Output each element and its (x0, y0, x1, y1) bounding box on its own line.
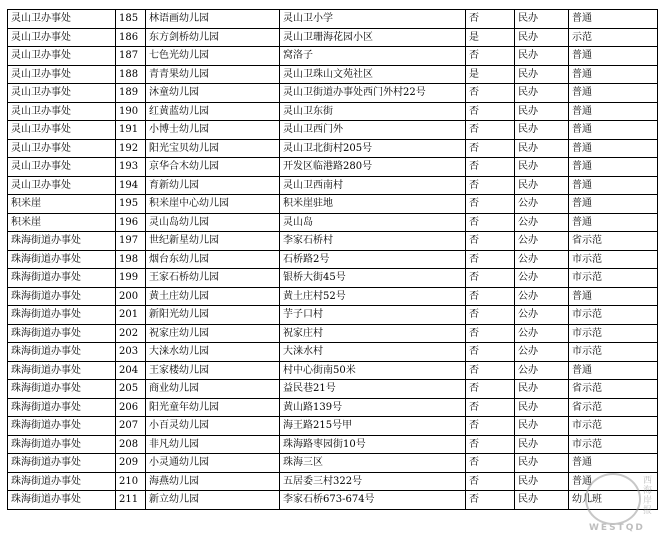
flag-cell: 否 (466, 417, 515, 436)
table-row (8, 398, 658, 417)
type-cell: 公办 (515, 324, 569, 343)
address-cell: 灵山岛 (280, 213, 466, 232)
flag-cell: 否 (466, 47, 515, 66)
address-cell: 银桥大街45号 (280, 269, 466, 288)
name-cell: 非凡幼儿园 (146, 435, 280, 454)
address-cell: 灵山卫西南村 (280, 176, 466, 195)
watermark-brand: WESTQD (589, 523, 645, 533)
type-cell: 民办 (515, 435, 569, 454)
index-cell: 186 (116, 28, 146, 47)
index-cell: 206 (116, 398, 146, 417)
district-cell: 珠海街道办事处 (8, 250, 116, 269)
flag-cell: 否 (466, 176, 515, 195)
level-cell: 普通 (569, 84, 658, 103)
name-cell: 东方剑桥幼儿园 (146, 28, 280, 47)
name-cell: 京华合木幼儿园 (146, 158, 280, 177)
table-row (8, 417, 658, 436)
type-cell: 民办 (515, 102, 569, 121)
address-cell: 开发区临港路280号 (280, 158, 466, 177)
type-cell: 公办 (515, 250, 569, 269)
table-row (8, 232, 658, 251)
district-cell: 灵山卫办事处 (8, 158, 116, 177)
address-cell: 村中心街南50米 (280, 361, 466, 380)
type-cell: 公办 (515, 232, 569, 251)
type-cell: 民办 (515, 121, 569, 140)
district-cell: 积米崖 (8, 213, 116, 232)
flag-cell: 否 (466, 232, 515, 251)
flag-cell: 否 (466, 287, 515, 306)
flag-cell: 否 (466, 121, 515, 140)
flag-cell: 是 (466, 65, 515, 84)
level-cell: 普通 (569, 10, 658, 29)
name-cell: 小灵通幼儿园 (146, 454, 280, 473)
type-cell: 民办 (515, 380, 569, 399)
name-cell: 海燕幼儿园 (146, 472, 280, 491)
name-cell: 王家楼幼儿园 (146, 361, 280, 380)
name-cell: 林语画幼儿园 (146, 10, 280, 29)
name-cell: 积米崖中心幼儿园 (146, 195, 280, 214)
table-row (8, 102, 658, 121)
flag-cell: 否 (466, 250, 515, 269)
index-cell: 192 (116, 139, 146, 158)
table-row (8, 47, 658, 66)
name-cell: 小百灵幼儿园 (146, 417, 280, 436)
district-cell: 珠海街道办事处 (8, 306, 116, 325)
name-cell: 烟台东幼儿园 (146, 250, 280, 269)
index-cell: 199 (116, 269, 146, 288)
name-cell: 黄土庄幼儿园 (146, 287, 280, 306)
level-cell: 市示范 (569, 250, 658, 269)
flag-cell: 否 (466, 269, 515, 288)
district-cell: 珠海街道办事处 (8, 361, 116, 380)
table-row (8, 213, 658, 232)
type-cell: 公办 (515, 195, 569, 214)
name-cell: 红黄蓝幼儿园 (146, 102, 280, 121)
name-cell: 沐童幼儿园 (146, 84, 280, 103)
type-cell: 公办 (515, 306, 569, 325)
type-cell: 民办 (515, 176, 569, 195)
index-cell: 193 (116, 158, 146, 177)
type-cell: 民办 (515, 139, 569, 158)
type-cell: 民办 (515, 28, 569, 47)
table-row (8, 84, 658, 103)
level-cell: 普通 (569, 139, 658, 158)
flag-cell: 否 (466, 213, 515, 232)
flag-cell: 否 (466, 102, 515, 121)
type-cell: 民办 (515, 491, 569, 510)
name-cell: 阳光宝贝幼儿园 (146, 139, 280, 158)
table-row (8, 472, 658, 491)
kindergarten-table (7, 9, 658, 510)
address-cell: 灵山卫北街村205号 (280, 139, 466, 158)
level-cell: 市示范 (569, 324, 658, 343)
name-cell: 阳光童年幼儿园 (146, 398, 280, 417)
index-cell: 207 (116, 417, 146, 436)
level-cell: 市示范 (569, 306, 658, 325)
flag-cell: 否 (466, 472, 515, 491)
flag-cell: 否 (466, 324, 515, 343)
flag-cell: 否 (466, 139, 515, 158)
address-cell: 窝洛子 (280, 47, 466, 66)
name-cell: 祝家庄幼儿园 (146, 324, 280, 343)
type-cell: 民办 (515, 158, 569, 177)
table-row (8, 195, 658, 214)
table-row (8, 343, 658, 362)
district-cell: 灵山卫办事处 (8, 176, 116, 195)
name-cell: 灵山岛幼儿园 (146, 213, 280, 232)
index-cell: 202 (116, 324, 146, 343)
name-cell: 青青果幼儿园 (146, 65, 280, 84)
index-cell: 198 (116, 250, 146, 269)
level-cell: 省示范 (569, 380, 658, 399)
flag-cell: 否 (466, 435, 515, 454)
district-cell: 灵山卫办事处 (8, 47, 116, 66)
flag-cell: 否 (466, 398, 515, 417)
district-cell: 珠海街道办事处 (8, 472, 116, 491)
district-cell: 珠海街道办事处 (8, 232, 116, 251)
table-body (8, 10, 658, 510)
table-row (8, 435, 658, 454)
level-cell: 普通 (569, 287, 658, 306)
district-cell: 灵山卫办事处 (8, 102, 116, 121)
type-cell: 民办 (515, 417, 569, 436)
type-cell: 公办 (515, 213, 569, 232)
level-cell: 普通 (569, 472, 658, 491)
watermark-side-text: 西海岸报 (641, 475, 651, 515)
address-cell: 灵山卫街道办事处西门外村22号 (280, 84, 466, 103)
level-cell: 市示范 (569, 269, 658, 288)
address-cell: 芋子口村 (280, 306, 466, 325)
name-cell: 世纪新星幼儿园 (146, 232, 280, 251)
address-cell: 灵山卫西门外 (280, 121, 466, 140)
index-cell: 188 (116, 65, 146, 84)
flag-cell: 否 (466, 306, 515, 325)
address-cell: 石桥路2号 (280, 250, 466, 269)
type-cell: 民办 (515, 84, 569, 103)
type-cell: 公办 (515, 361, 569, 380)
name-cell: 商业幼儿园 (146, 380, 280, 399)
district-cell: 珠海街道办事处 (8, 380, 116, 399)
address-cell: 灵山卫东街 (280, 102, 466, 121)
type-cell: 公办 (515, 287, 569, 306)
flag-cell: 否 (466, 10, 515, 29)
index-cell: 203 (116, 343, 146, 362)
table-row (8, 361, 658, 380)
district-cell: 珠海街道办事处 (8, 269, 116, 288)
flag-cell: 否 (466, 343, 515, 362)
table-row (8, 10, 658, 29)
level-cell: 市示范 (569, 435, 658, 454)
table-row (8, 121, 658, 140)
type-cell: 民办 (515, 10, 569, 29)
level-cell: 普通 (569, 454, 658, 473)
address-cell: 灵山卫珊海花园小区 (280, 28, 466, 47)
name-cell: 新阳光幼儿园 (146, 306, 280, 325)
index-cell: 200 (116, 287, 146, 306)
level-cell: 市示范 (569, 343, 658, 362)
table-row (8, 287, 658, 306)
address-cell: 灵山卫小学 (280, 10, 466, 29)
index-cell: 191 (116, 121, 146, 140)
level-cell: 普通 (569, 65, 658, 84)
district-cell: 珠海街道办事处 (8, 435, 116, 454)
address-cell: 李家石桥村 (280, 232, 466, 251)
flag-cell: 否 (466, 380, 515, 399)
type-cell: 民办 (515, 65, 569, 84)
level-cell: 幼儿班 (569, 491, 658, 510)
district-cell: 灵山卫办事处 (8, 84, 116, 103)
district-cell: 珠海街道办事处 (8, 398, 116, 417)
address-cell: 积米崖驻地 (280, 195, 466, 214)
name-cell: 七色光幼儿园 (146, 47, 280, 66)
index-cell: 210 (116, 472, 146, 491)
district-cell: 珠海街道办事处 (8, 491, 116, 510)
type-cell: 民办 (515, 454, 569, 473)
level-cell: 省示范 (569, 232, 658, 251)
level-cell: 普通 (569, 158, 658, 177)
address-cell: 五居委三村322号 (280, 472, 466, 491)
index-cell: 201 (116, 306, 146, 325)
name-cell: 王家石桥幼儿园 (146, 269, 280, 288)
type-cell: 公办 (515, 343, 569, 362)
flag-cell: 否 (466, 454, 515, 473)
table-row (8, 65, 658, 84)
address-cell: 大涞水村 (280, 343, 466, 362)
type-cell: 民办 (515, 472, 569, 491)
flag-cell: 否 (466, 491, 515, 510)
address-cell: 益民巷21号 (280, 380, 466, 399)
flag-cell: 否 (466, 195, 515, 214)
level-cell: 普通 (569, 47, 658, 66)
index-cell: 205 (116, 380, 146, 399)
flag-cell: 否 (466, 361, 515, 380)
flag-cell: 否 (466, 84, 515, 103)
flag-cell: 是 (466, 28, 515, 47)
address-cell: 黄山路139号 (280, 398, 466, 417)
address-cell: 珠海路枣园街10号 (280, 435, 466, 454)
index-cell: 185 (116, 10, 146, 29)
level-cell: 普通 (569, 195, 658, 214)
index-cell: 187 (116, 47, 146, 66)
district-cell: 灵山卫办事处 (8, 65, 116, 84)
address-cell: 珠海三区 (280, 454, 466, 473)
district-cell: 积米崖 (8, 195, 116, 214)
index-cell: 209 (116, 454, 146, 473)
district-cell: 珠海街道办事处 (8, 343, 116, 362)
table-row (8, 380, 658, 399)
district-cell: 灵山卫办事处 (8, 10, 116, 29)
level-cell: 普通 (569, 361, 658, 380)
name-cell: 大涞水幼儿园 (146, 343, 280, 362)
district-cell: 灵山卫办事处 (8, 28, 116, 47)
level-cell: 普通 (569, 176, 658, 195)
table-row (8, 139, 658, 158)
table-row (8, 306, 658, 325)
district-cell: 灵山卫办事处 (8, 139, 116, 158)
address-cell: 灵山卫珠山文苑社区 (280, 65, 466, 84)
address-cell: 海王路215号甲 (280, 417, 466, 436)
table-row (8, 324, 658, 343)
flag-cell: 否 (466, 158, 515, 177)
index-cell: 194 (116, 176, 146, 195)
index-cell: 196 (116, 213, 146, 232)
table-row (8, 269, 658, 288)
type-cell: 公办 (515, 269, 569, 288)
index-cell: 189 (116, 84, 146, 103)
address-cell: 黄土庄村52号 (280, 287, 466, 306)
level-cell: 普通 (569, 102, 658, 121)
table-row (8, 176, 658, 195)
type-cell: 民办 (515, 398, 569, 417)
table-row (8, 158, 658, 177)
index-cell: 190 (116, 102, 146, 121)
level-cell: 市示范 (569, 417, 658, 436)
index-cell: 211 (116, 491, 146, 510)
type-cell: 民办 (515, 47, 569, 66)
index-cell: 195 (116, 195, 146, 214)
level-cell: 普通 (569, 121, 658, 140)
level-cell: 示范 (569, 28, 658, 47)
level-cell: 省示范 (569, 398, 658, 417)
district-cell: 珠海街道办事处 (8, 417, 116, 436)
name-cell: 小博士幼儿园 (146, 121, 280, 140)
index-cell: 208 (116, 435, 146, 454)
name-cell: 育新幼儿园 (146, 176, 280, 195)
table-row (8, 250, 658, 269)
address-cell: 祝家庄村 (280, 324, 466, 343)
index-cell: 197 (116, 232, 146, 251)
district-cell: 灵山卫办事处 (8, 121, 116, 140)
address-cell: 李家石桥673-674号 (280, 491, 466, 510)
table-row (8, 491, 658, 510)
index-cell: 204 (116, 361, 146, 380)
level-cell: 普通 (569, 213, 658, 232)
district-cell: 珠海街道办事处 (8, 454, 116, 473)
district-cell: 珠海街道办事处 (8, 324, 116, 343)
name-cell: 新立幼儿园 (146, 491, 280, 510)
table-row (8, 454, 658, 473)
district-cell: 珠海街道办事处 (8, 287, 116, 306)
table-row (8, 28, 658, 47)
